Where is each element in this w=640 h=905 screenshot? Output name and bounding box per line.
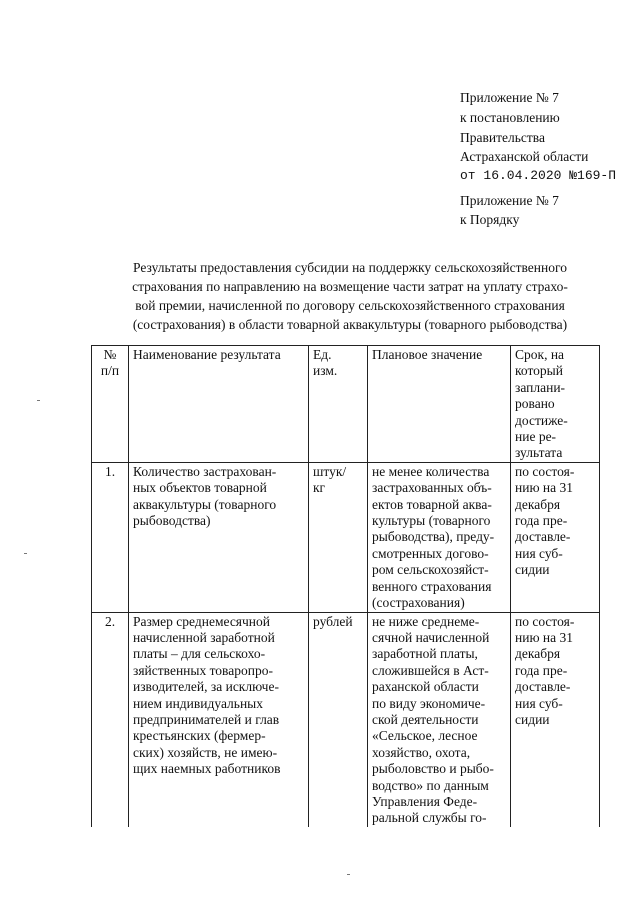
cell-line: 2. bbox=[104, 613, 116, 629]
cell-line: декабря bbox=[515, 496, 561, 512]
cell-line: платы – для сельскохо- bbox=[133, 646, 266, 662]
cell-line: Размер среднемесячной bbox=[133, 613, 271, 629]
cell-line: доставле- bbox=[515, 529, 571, 545]
cell-line: зяйственных товаропро- bbox=[133, 662, 273, 678]
header-date-number: от 16.04.2020 №169-П bbox=[460, 168, 617, 183]
row-number-cell bbox=[92, 462, 129, 612]
cell-line: водство» по данным bbox=[372, 777, 489, 793]
cell-line: нию на 31 bbox=[515, 629, 574, 645]
cell-line: ектов товарной аква- bbox=[372, 496, 492, 512]
table-header-row bbox=[92, 346, 600, 463]
deadline-cell bbox=[511, 612, 600, 827]
cell-line: Наименование результата bbox=[133, 347, 281, 362]
cell-line: Плановое значение bbox=[372, 347, 483, 362]
cell-line: хозяйство, охота, bbox=[372, 744, 471, 760]
cell-line: года пре- bbox=[515, 662, 568, 678]
cell-line: сложившейся в Аст- bbox=[372, 662, 489, 678]
result-name-cell bbox=[129, 612, 309, 827]
cell-line: штук/ bbox=[313, 463, 347, 479]
cell-line: раханской области bbox=[372, 679, 479, 695]
scan-speck bbox=[347, 874, 350, 875]
scan-speck bbox=[37, 400, 40, 401]
cell-line: Количество застрахован- bbox=[133, 463, 277, 479]
cell-line: рыбоводства), преду- bbox=[372, 529, 495, 545]
cell-line: Управления Феде- bbox=[372, 793, 478, 809]
cell-line: по состоя- bbox=[515, 463, 575, 479]
cell-line: доставле- bbox=[515, 679, 571, 695]
cell-line: декабря bbox=[515, 646, 561, 662]
cell-line: № bbox=[103, 347, 117, 362]
cell-line: «Сельское, лесное bbox=[372, 728, 478, 744]
cell-line: смотренных догово- bbox=[372, 545, 489, 561]
row-number-cell bbox=[92, 612, 129, 827]
cell-line: ровано bbox=[515, 396, 555, 412]
cell-line: предпринимателей и глав bbox=[133, 711, 280, 727]
deadline-cell bbox=[511, 462, 600, 612]
cell-line: изводителей, за исключе- bbox=[133, 679, 279, 695]
cell-line: ских) хозяйств, не имею- bbox=[133, 744, 278, 760]
cell-line: рыболовство и рыбо- bbox=[372, 761, 494, 777]
cell-line: не менее количества bbox=[372, 463, 490, 479]
cell-line: сидии bbox=[515, 562, 550, 578]
unit-cell bbox=[309, 612, 368, 827]
cell-line: года пре- bbox=[515, 513, 568, 529]
cell-line: аквакультуры (товарного bbox=[133, 496, 277, 512]
header-line: Астраханской области bbox=[460, 149, 589, 164]
cell-line: застрахованных объ- bbox=[372, 480, 492, 496]
header-line: к постановлению bbox=[460, 110, 560, 125]
header-cell-planned-value bbox=[368, 346, 511, 463]
cell-line: п/п bbox=[100, 363, 120, 379]
cell-line: заработной платы, bbox=[372, 646, 478, 662]
cell-line: заплани- bbox=[515, 379, 566, 395]
cell-line: ния суб- bbox=[515, 545, 563, 561]
scan-speck bbox=[24, 553, 27, 554]
cell-line: крестьянских (фермер- bbox=[133, 728, 266, 744]
cell-line: (сострахования) bbox=[372, 595, 465, 611]
cell-line: который bbox=[515, 363, 563, 379]
header-line: Приложение № 7 bbox=[460, 90, 559, 105]
header-cell-deadline bbox=[511, 346, 600, 463]
cell-line: ние ре- bbox=[515, 429, 557, 445]
cell-line: нию на 31 bbox=[515, 480, 574, 496]
cell-line: ром сельскохозяйст- bbox=[372, 562, 489, 578]
cell-line: кг bbox=[313, 480, 326, 496]
planned-value-cell bbox=[368, 462, 511, 612]
title-line: Результаты предоставления субсидии на поддержку сельскохозяйственного bbox=[133, 260, 567, 275]
cell-line: по состоя- bbox=[515, 613, 575, 629]
cell-line: ской деятельности bbox=[372, 711, 479, 727]
cell-line: ния суб- bbox=[515, 695, 563, 711]
result-name-cell bbox=[129, 462, 309, 612]
cell-line: 1. bbox=[104, 463, 116, 479]
cell-line: начисленной заработной bbox=[133, 629, 275, 645]
cell-line: достиже- bbox=[515, 412, 568, 428]
cell-line: ных объектов товарной bbox=[133, 480, 267, 496]
table-row bbox=[92, 612, 600, 827]
unit-cell bbox=[309, 462, 368, 612]
cell-line: по виду экономиче- bbox=[372, 695, 486, 711]
header-cell-number bbox=[92, 346, 129, 463]
cell-line: изм. bbox=[313, 363, 338, 379]
cell-line: ральной службы го- bbox=[372, 810, 487, 826]
planned-value-cell bbox=[368, 612, 511, 827]
cell-line: культуры (товарного bbox=[372, 513, 491, 529]
cell-line: сячной начисленной bbox=[372, 629, 490, 645]
cell-line: Срок, на bbox=[515, 347, 565, 362]
cell-line: не ниже среднеме- bbox=[372, 613, 480, 629]
cell-line: венного страхования bbox=[372, 578, 492, 594]
header-cell-result-name bbox=[129, 346, 309, 463]
title-line: страхования по направлению на возмещение части затрат на уплату страхо- bbox=[132, 279, 568, 294]
table-row bbox=[92, 462, 600, 612]
cell-line: зультата bbox=[515, 445, 563, 461]
cell-line: сидии bbox=[515, 711, 550, 727]
header-cell-unit bbox=[309, 346, 368, 463]
header-line: к Порядку bbox=[460, 212, 520, 227]
title-line: (сострахования) в области товарной аквакультуры (товарного рыбоводства) bbox=[132, 317, 568, 332]
cell-line: рублей bbox=[313, 613, 353, 629]
cell-line: нием индивидуальных bbox=[133, 695, 263, 711]
results-table bbox=[91, 345, 600, 827]
cell-line: рыбоводства) bbox=[133, 513, 211, 529]
header-line: Приложение № 7 bbox=[460, 193, 559, 208]
cell-line: Ед. bbox=[313, 347, 332, 362]
header-line: Правительства bbox=[460, 130, 545, 145]
cell-line: щих наемных работников bbox=[133, 761, 281, 777]
title-line: вой премии, начисленной по договору сельскохозяйственного страхования bbox=[135, 298, 565, 313]
